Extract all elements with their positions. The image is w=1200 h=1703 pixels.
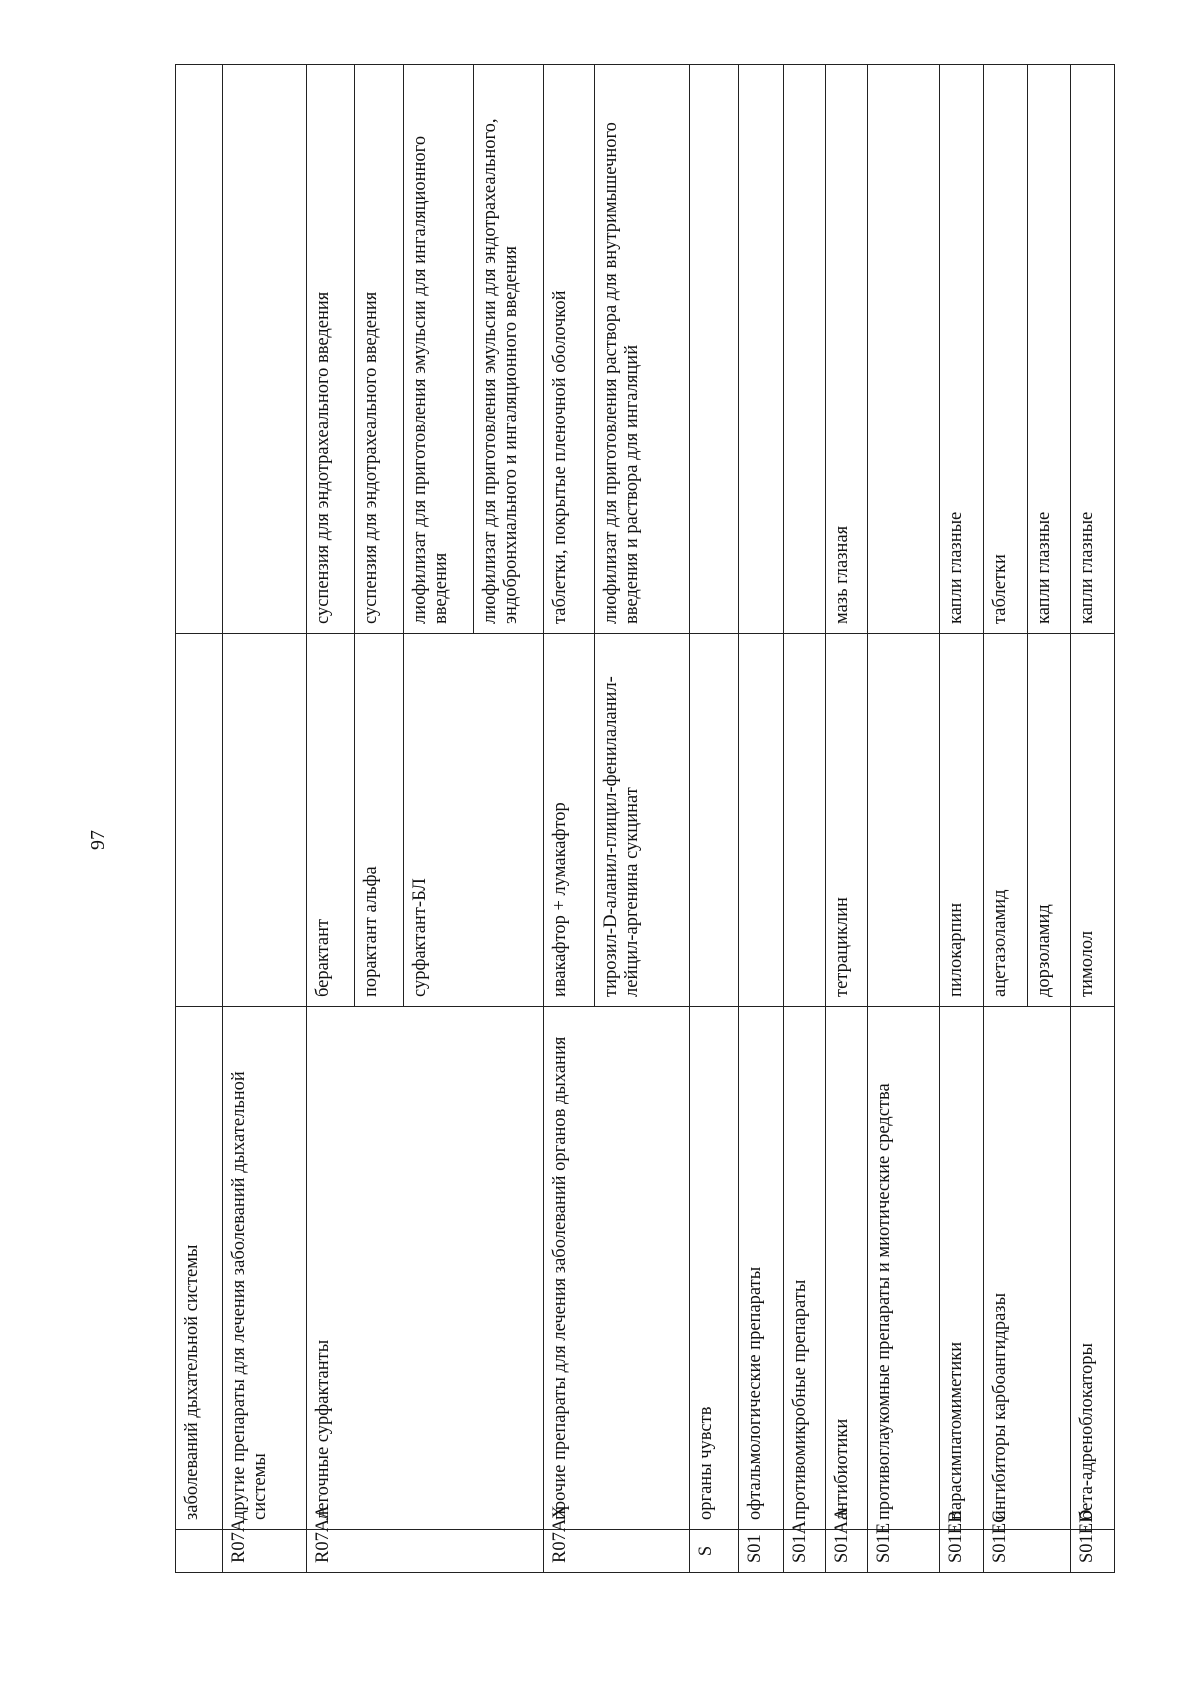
atc-code-cell: R07AX [543,1530,689,1573]
dosage-form-cell [867,65,939,634]
atc-code-cell: S01EB [940,1530,984,1573]
table-row [222,65,306,1573]
inn-cell: тирозил-D-аланил-глицил-фенилаланил-лейцил-аргенина сукцинат [594,634,690,1007]
table-row [738,65,783,1573]
atc-code-cell: R07A [222,1530,306,1573]
dosage-form-cell [222,65,306,634]
atc-code-cell: S01 [738,1530,783,1573]
table-row [1071,65,1115,1573]
group-name-cell: прочие препараты для лечения заболеваний органов дыхания [543,1007,689,1530]
inn-cell: сурфактант-БЛ [403,634,543,1007]
atc-code-cell: S01A [783,1530,826,1573]
inn-cell [176,634,223,1007]
inn-cell: тимолол [1071,634,1115,1007]
dosage-form-cell: капли глазные [1071,65,1115,634]
atc-code-cell: S01E [867,1530,939,1573]
inn-cell [738,634,783,1007]
dosage-form-cell: лиофилизат для приготовления эмульсии для ингаляционного введения [403,65,473,634]
dosage-form-cell [738,65,783,634]
table-row [983,65,1028,1573]
inn-cell: дорзоламид [1028,634,1071,1007]
atc-code-cell: S01AA [826,1530,868,1573]
group-name-cell: бета-адреноблокаторы [1071,1007,1115,1530]
group-name-cell: другие препараты для лечения заболеваний дыхательной системы [222,1007,306,1530]
dosage-form-cell: мазь глазная [826,65,868,634]
page-number: 97 [87,830,109,850]
group-name-cell: органы чувств [690,1007,739,1530]
inn-cell: тетрациклин [826,634,868,1007]
dosage-form-cell: таблетки, покрытые пленочной оболочкой [543,65,594,634]
group-name-cell: легочные сурфактанты [307,1007,544,1530]
inn-cell [690,634,739,1007]
group-name-cell: противомикробные препараты [783,1007,826,1530]
dosage-form-cell: капли глазные [1028,65,1071,634]
inn-cell: ивакафтор + лумакафтор [543,634,594,1007]
dosage-form-cell: капли глазные [940,65,984,634]
dosage-form-cell: таблетки [983,65,1028,634]
table-row [543,65,594,1573]
inn-cell [783,634,826,1007]
rotated-table-container [175,65,1115,1573]
group-name-cell: заболеваний дыхательной системы [176,1007,223,1530]
atc-code-cell: R07AA [307,1530,544,1573]
table-row [867,65,939,1573]
dosage-form-cell: суспензия для эндотрахеального введения [354,65,403,634]
table-row [176,65,223,1573]
table-row [783,65,826,1573]
inn-cell: пилокарпин [940,634,984,1007]
inn-cell [222,634,306,1007]
dosage-form-cell [690,65,739,634]
dosage-form-cell [783,65,826,634]
atc-code-cell: S [690,1530,739,1573]
inn-cell: берактант [307,634,355,1007]
inn-cell: порактант альфа [354,634,403,1007]
group-name-cell: парасимпатомиметики [940,1007,984,1530]
group-name-cell: противоглаукомные препараты и миотические средства [867,1007,939,1530]
dosage-form-cell: лиофилизат для приготовления раствора для внутримышечного введения и раствора для ингаляций [594,65,690,634]
dosage-form-cell: суспензия для эндотрахеального введения [307,65,355,634]
group-name-cell: антибиотики [826,1007,868,1530]
table-row [690,65,739,1573]
table-row [307,65,355,1573]
dosage-form-cell: лиофилизат для приготовления эмульсии для эндотрахеального, эндобронхиального и ингаляционного введения [473,65,543,634]
drug-table [175,64,1115,1573]
table-row [940,65,984,1573]
atc-code-cell: S01EC [983,1530,1070,1573]
group-name-cell: ингибиторы карбоангидразы [983,1007,1070,1530]
table-row [826,65,868,1573]
dosage-form-cell [176,65,223,634]
atc-code-cell: S01ED [1071,1530,1115,1573]
inn-cell: ацетазоламид [983,634,1028,1007]
inn-cell [867,634,939,1007]
group-name-cell: офтальмологические препараты [738,1007,783,1530]
atc-code-cell [176,1530,223,1573]
